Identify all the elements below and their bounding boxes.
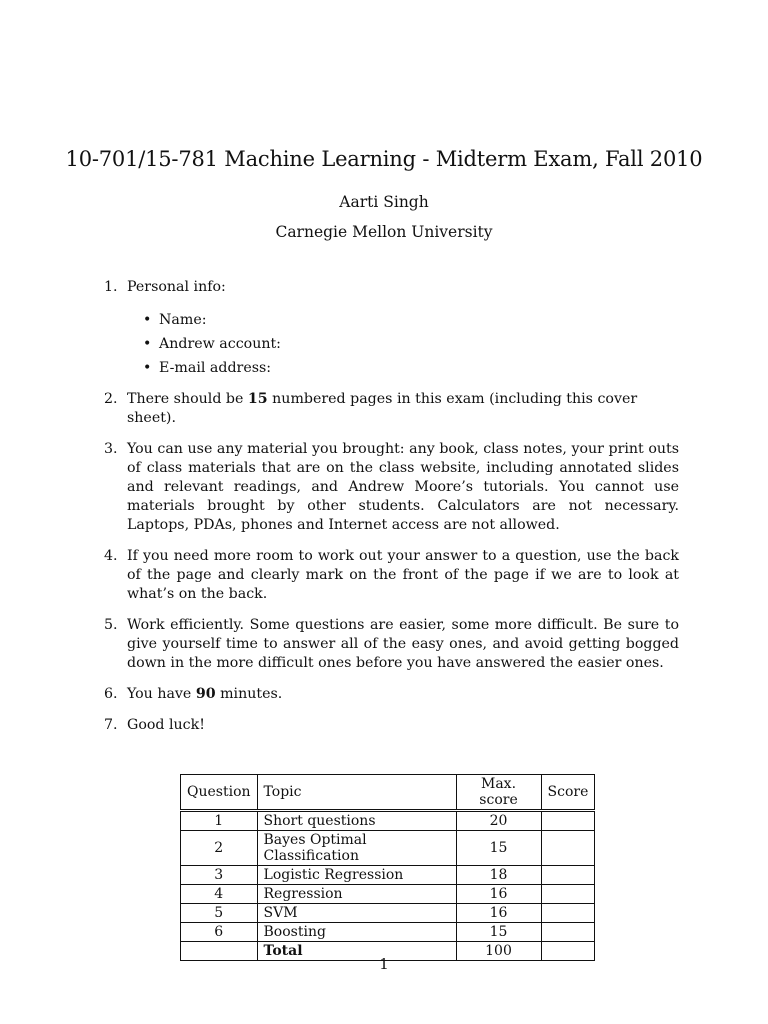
header-score: Score [541, 775, 595, 811]
page-count: 15 [247, 391, 268, 407]
question-topic: Boosting [257, 923, 456, 942]
max-score: 16 [456, 885, 541, 904]
instruction-item-5 [104, 616, 679, 673]
instruction-item-3 [104, 440, 679, 535]
max-score: 15 [456, 923, 541, 942]
total-max-score: 100 [456, 942, 541, 961]
question-topic: Short questions [257, 811, 456, 831]
field-label: Name: [159, 312, 207, 328]
item-number: 7. [104, 717, 118, 733]
item-number: 2. [104, 391, 118, 407]
instruction-item-6 [104, 685, 679, 704]
instruction-item-2 [104, 390, 679, 428]
question-number: 3 [181, 866, 258, 885]
question-number: 2 [181, 831, 258, 866]
bullet-icon: • [143, 360, 152, 376]
score-cell [541, 904, 595, 923]
header-max-score: Max. score [456, 775, 541, 811]
page-number: 1 [379, 955, 389, 973]
question-number: 5 [181, 904, 258, 923]
time-limit: 90 [195, 686, 216, 702]
max-score: 18 [456, 866, 541, 885]
question-number: 1 [181, 811, 258, 831]
email-address-field [143, 359, 679, 378]
max-score: 16 [456, 904, 541, 923]
score-cell [541, 811, 595, 831]
question-topic: Bayes Optimal Classification [257, 831, 456, 866]
instruction-text: Good luck! [127, 717, 205, 733]
table-row [181, 811, 595, 831]
total-label-text: Total [263, 943, 303, 959]
table-header-row [181, 775, 595, 811]
instruction-text-post: minutes. [215, 686, 283, 702]
max-score: 15 [456, 831, 541, 866]
instruction-text-post: numbered pages in this exam (including this cover sheet). [127, 391, 638, 426]
score-cell [541, 885, 595, 904]
field-label: Andrew account: [159, 336, 281, 352]
score-cell [541, 866, 595, 885]
field-label: E-mail address: [159, 360, 272, 376]
instruction-text: Work efficiently. Some questions are easier, some more difficult. Be sure to give yourself time to answer all of the easy ones, and avoid getting bogged down in the more difficult ones before you have answered the easier ones. [127, 617, 679, 671]
item-number: 5. [104, 617, 118, 633]
name-field [143, 311, 679, 330]
header-question: Question [181, 775, 258, 811]
item-number: 1. [104, 279, 118, 295]
instruction-text-pre: There should be [127, 391, 248, 407]
score-table [180, 774, 595, 961]
instructions-list [104, 278, 679, 747]
question-topic: Logistic Regression [257, 866, 456, 885]
score-cell [541, 831, 595, 866]
table-row [181, 923, 595, 942]
instruction-text-pre: You have [127, 686, 196, 702]
affiliation: Carnegie Mellon University [275, 223, 493, 241]
exam-title: 10-701/15-781 Machine Learning - Midterm Exam, Fall 2010 [65, 147, 703, 171]
author-name: Aarti Singh [339, 193, 429, 211]
max-score: 20 [456, 811, 541, 831]
andrew-account-field [143, 335, 679, 354]
header-topic: Topic [257, 775, 456, 811]
instruction-text: You can use any material you brought: any book, class notes, your print outs of class materials that are on the class website, including annotated slides and relevant readings, and Andrew Moore’s tutorials. You cannot use materials brought by other students. Calculators are not necessary. Laptops, PDAs, phones and Internet access are not allowed. [127, 441, 679, 533]
table-row [181, 831, 595, 866]
bullet-icon: • [143, 336, 152, 352]
question-topic: Regression [257, 885, 456, 904]
table-row [181, 904, 595, 923]
question-number: 6 [181, 923, 258, 942]
instruction-item-7 [104, 716, 679, 735]
bullet-icon: • [143, 312, 152, 328]
table-row [181, 885, 595, 904]
instruction-text: If you need more room to work out your answer to a question, use the back of the page and clearly mark on the front of the page if we are to look at what’s on the back. [127, 548, 679, 602]
item-number: 6. [104, 686, 118, 702]
question-number: 4 [181, 885, 258, 904]
instruction-item-4 [104, 547, 679, 604]
table-row [181, 866, 595, 885]
instruction-item-1 [104, 278, 679, 378]
score-cell [541, 923, 595, 942]
item-number: 4. [104, 548, 118, 564]
item-number: 3. [104, 441, 118, 457]
instruction-text: Personal info: [127, 279, 226, 295]
personal-info-fields [127, 311, 679, 378]
question-topic: SVM [257, 904, 456, 923]
